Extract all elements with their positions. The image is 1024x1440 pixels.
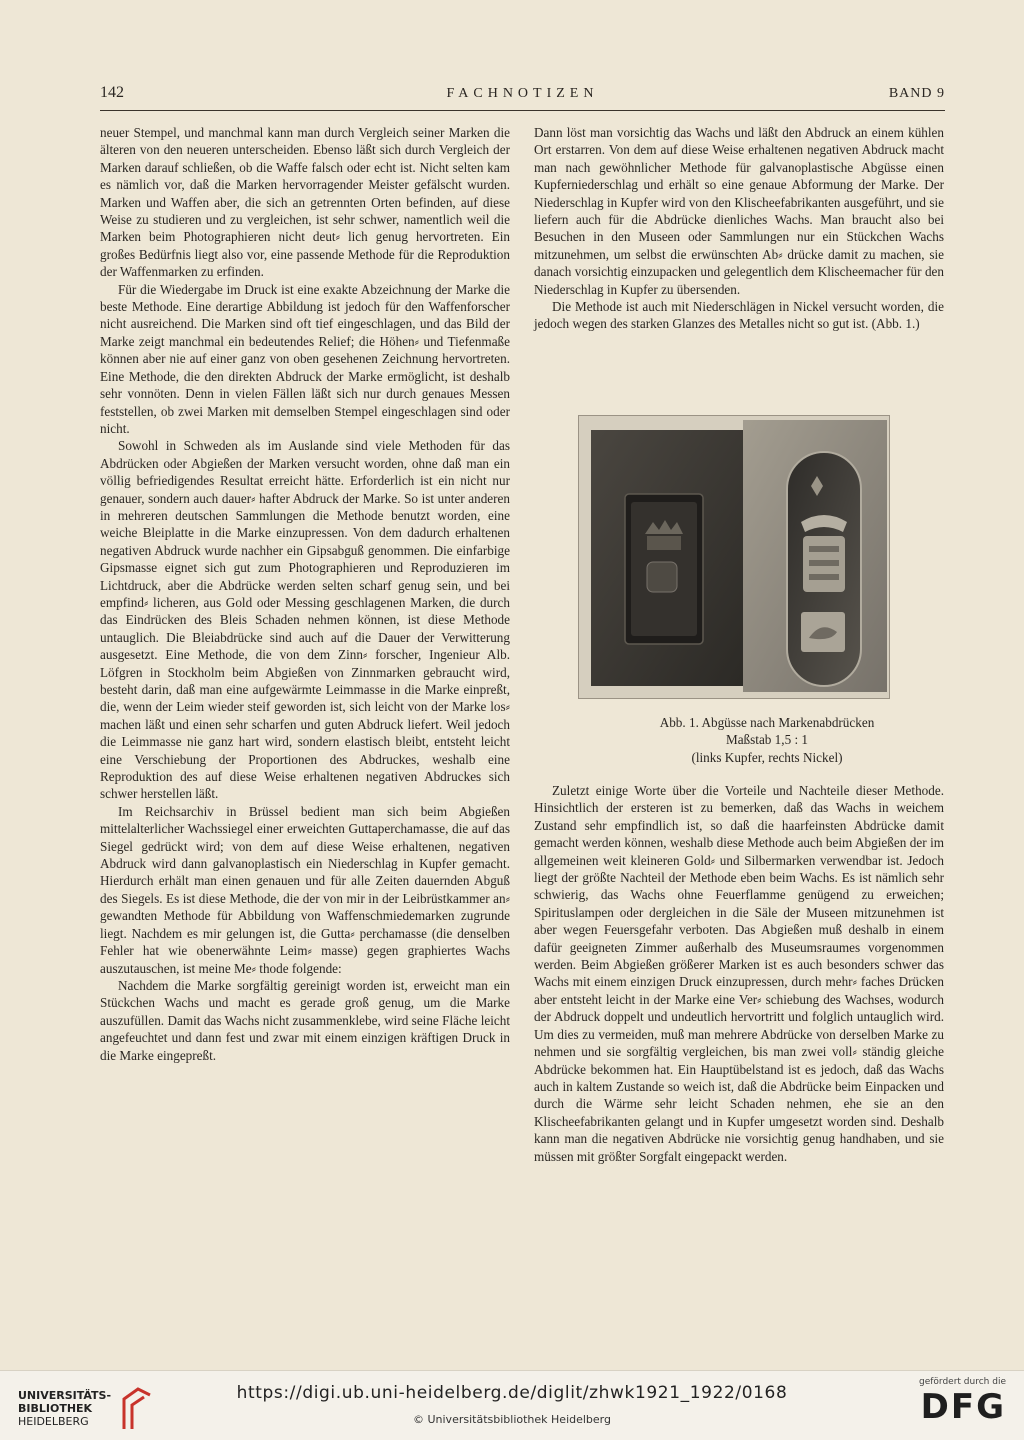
paragraph: Dann löst man vorsichtig das Wachs und läßt den Abdruck an einem kühlen Ort erstarren. Von dem auf diese Weise erhaltenen negativen Abdruck macht man nach gewöhnlicher Methode für galvanoplastische Abgüsse einen Kupferniederschlag und erhält so eine genaue Abformung der Marke. Der Niederschlag in Kupfer wird von den Klischeefabrikanten ausgeführt, und sie liefern auch für die Abdrücke dienliches Wachs. Man braucht also bei Besuchen in den Museen oder Sammlungen nur ein Stückchen Wachs mitzunehmen, um selbst die erwünschten Ab⸗ drücke damit zu machen, sie danach vorsichtig einzupacken und gelegentlich dem Klischeemacher für den Niederschlag in Kupfer zu übersenden.: [534, 125, 944, 297]
paragraph: Nachdem die Marke sorgfältig gereinigt worden ist, erweicht man ein Stückchen Wachs und macht es gerade groß genug, um die Marke auszufüllen. Damit das Wachs nicht zusammenklebe, wird seine Fläche leicht angefeuchtet und dann fest und zwar mit einem einzigen kräftigen Druck in die Marke eingepreßt.: [100, 977, 510, 1063]
running-head: [100, 84, 945, 111]
viewer-footer: [0, 1370, 1024, 1440]
right-column-bottom: [534, 782, 944, 1165]
figure-casts-photo: [578, 415, 890, 699]
copyright-notice: © Universitätsbibliothek Heidelberg: [412, 1413, 611, 1426]
library-name-line: UNIVERSITÄTS-: [18, 1389, 112, 1402]
library-name-line: HEIDELBERG: [18, 1415, 89, 1428]
caption-line: Abb. 1. Abgüsse nach Markenabdrücken: [659, 715, 875, 730]
right-column-top: [534, 124, 944, 333]
paragraph: Für die Wiedergabe im Druck ist eine exakte Abzeichnung der Marke die beste Methode. Eine derartige Abbildung ist jedoch für den Waffenforscher nicht ausreichend. Die Marken sind oft tief eingeschlagen, und das Bild der Marke zeigt manchmal ein bedeutendes Relief; die Höhen⸗ und Tiefenmaße können aber nie auf einer ganz von oben gesehenen Zeichnung hervortreten. Eine Methode, die den direkten Abdruck der Marke ermöglicht, ist deshalb sehr vonnöten. Denn in vielen Fällen läßt sich nur durch genaues Messen feststellen, ob zwei Marken mit demselben Stempel eingeschlagen sind oder nicht.: [100, 281, 510, 436]
paragraph: neuer Stempel, und manchmal kann man durch Vergleich seiner Marken die älteren von den neueren unterscheiden. Ebenso läßt sich durch Vergleich der Marken darauf schließen, ob die Waffe falsch oder echt ist. Nicht selten kam es nämlich vor, daß die Marken hervorragender Meister gefälscht wurden. Marken und Waffen aber, die sich an getrennten Orten befinden, auf diese Weise zu studieren und zu vergleichen, ist sehr schwer, namentlich weil die Marken beim Photographieren nicht deut⸗ lich genug hervortreten. Ein großes Bedürfnis liegt also vor, eine passende Methode für die Reproduktion der Waffenmarken zu erfinden.: [100, 125, 510, 280]
copper-cast: [591, 430, 751, 686]
paragraph: Im Reichsarchiv in Brüssel bedient man sich beim Abgießen mittelalterlicher Wachssiegel einer erweichten Guttaperchamasse, die auf das Siegel gedrückt wird; von dem auf diese Weise erhaltenen, negativen Abdruck wird dann galvanoplastisch ein Niederschlag in Kupfer gemacht. Hierdurch erhält man einen genauen und für alle Zeiten dauernden Abguß des Siegels. Es ist diese Methode, die der von mir in der Leibrüstkammer an⸗ gewandten Methode für Abbildung von Waffenschmiedemarken zugrunde liegt. Nachdem es mir gelungen ist, die Gutta⸗ perchamasse (die denselben Fehler hat wie obenerwähnte Leim⸗ masse) gegen graphiertes Wachs auszutauschen, ist meine Me⸗ thode folgende:: [100, 803, 510, 976]
permalink-url[interactable]: https://digi.ub.uni-heidelberg.de/diglit/zhwk1921_1922/0168: [236, 1383, 788, 1403]
left-column: [100, 124, 510, 1064]
casts-illustration: [579, 416, 889, 698]
dfg-logo: DFG: [920, 1387, 1006, 1427]
paragraph: Die Methode ist auch mit Niederschlägen in Nickel versucht worden, die jedoch wegen des starken Glanzes des Metalles nicht so gut ist. (Abb. 1.): [534, 299, 944, 332]
funded-by-label: gefördert durch die: [919, 1377, 1006, 1387]
nickel-cast: [743, 420, 887, 692]
section-title: FACHNOTIZEN: [446, 86, 599, 101]
caption-line: (links Kupfer, rechts Nickel): [691, 749, 843, 765]
caption-line: Maßstab 1,5 : 1: [725, 732, 809, 748]
paragraph: Zuletzt einige Worte über die Vorteile und Nachteile dieser Methode. Hinsichtlich der ersteren ist zu bemerken, daß das Wachs in weichem Zustand sehr empfindlich ist, so daß die haarfeinsten Abdrücke damit gemacht werden können, weshalb diese Methode auch beim Abgießen der im allgemeinen weit kleineren Gold⸗ und Silbermarken verwendbar ist. Jedoch liegt der größte Nachteil der Methode eben beim Wachs. Es ist nämlich sehr schwierig, das Wachs ohne Feuerflamme genügend zu erweichen; Spirituslampen oder dergleichen in die Säle der Museen mitzunehmen ist aber wegen Feuersgefahr verboten. Das Abgießen muß deshalb in einem dafür geeigneten Zimmer außerhalb des Museumsraumes vorgenommen werden. Beim Abgießen größerer Marken ist es auch besonders schwer das Wachs mit einem einzigen Druck einzupressen, durch mehr⸗ faches Drücken aber entsteht leicht in der Marke eine Ver⸗ schiebung des Wachses, wodurch der Abdruck doppelt und undeutlich hervortritt und folglich untauglich wird. Um dies zu vermeiden, muß man mehrere Abdrücke von derselben Marke zu nehmen und sie sorgfältig vergleichen, bis man zwei voll⸗ ständig gleiche Abdrücke bekommen hat. Ein Hauptübelstand ist es jedoch, daß das Wachs auch in kaltem Zustande so weich ist, daß die Abdrücke beim Einpacken und durch die Wärme sehr leicht Schaden nehmen, ehe sie an den Klischeefabrikanten gelangt und in Kupfer umgesetzt worden sind. Deshalb kann man die negativen Abdrücke nie vorsichtig genug handhaben, und sie müssen mit größter Sorgfalt eingepackt werden.: [534, 783, 944, 1164]
page-number: 142: [100, 84, 124, 101]
dfg-badge[interactable]: [896, 1377, 1006, 1437]
library-name-line: BIBLIOTHEK: [18, 1402, 93, 1415]
figure-caption: [534, 714, 1000, 766]
paragraph: Sowohl in Schweden als im Auslande sind viele Methoden für das Abdrücken oder Abgießen der Marken versucht worden, ohne daß man ein völlig befriedigendes Resultat erreicht hätte. Erforderlich ist ein nicht nur genauer, sondern auch dauer⸗ hafter Abdruck der Marke. So ist unter anderen in mehreren deutschen Sammlungen die Methode benutzt worden, eine weiche Bleiplatte in die Marke einzupressen. Von dem dadurch erhaltenen negativen Abdruck wurde nachher ein Gipsabguß genommen. Die einfarbige Gipsmasse eignet sich gut zum Photographieren und Reproduzieren im Lichtdruck, aber die Abdrücke werden selten scharf genug sein, und bei empfind⸗ licheren, aus Gold oder Messing geschlagenen Marken, die durch das Eindrücken des Bleis Schaden nehmen können, ist diese Methode untauglich. Die Bleiabdrücke sind auch auf die Dauer der Verwitterung ausgesetzt. Eine Methode, die von dem Zinn⸗ forscher, Ingenieur Alb. Löfgren in Stockholm beim Abgießen von Zinnmarken gebraucht wird, besteht darin, daß man eine aufgewärmte Leimmasse in die Marke einpreßt, die, wenn der Leim wieder steif geworden ist, sich leicht von der Marke los⸗ machen läßt und einen sehr scharfen und guten Abdruck liefert. Weil jedoch die Leimmasse nie ganz hart wird, sondern elastisch bleibt, entsteht leicht eine Verschiebung der Proportionen des Abdruckes, weshalb eine Reproduktion des auf diese Weise erhaltenen negativen Abdruckes sich schwer herstellen läßt.: [100, 438, 510, 802]
volume-label: BAND 9: [888, 86, 945, 101]
